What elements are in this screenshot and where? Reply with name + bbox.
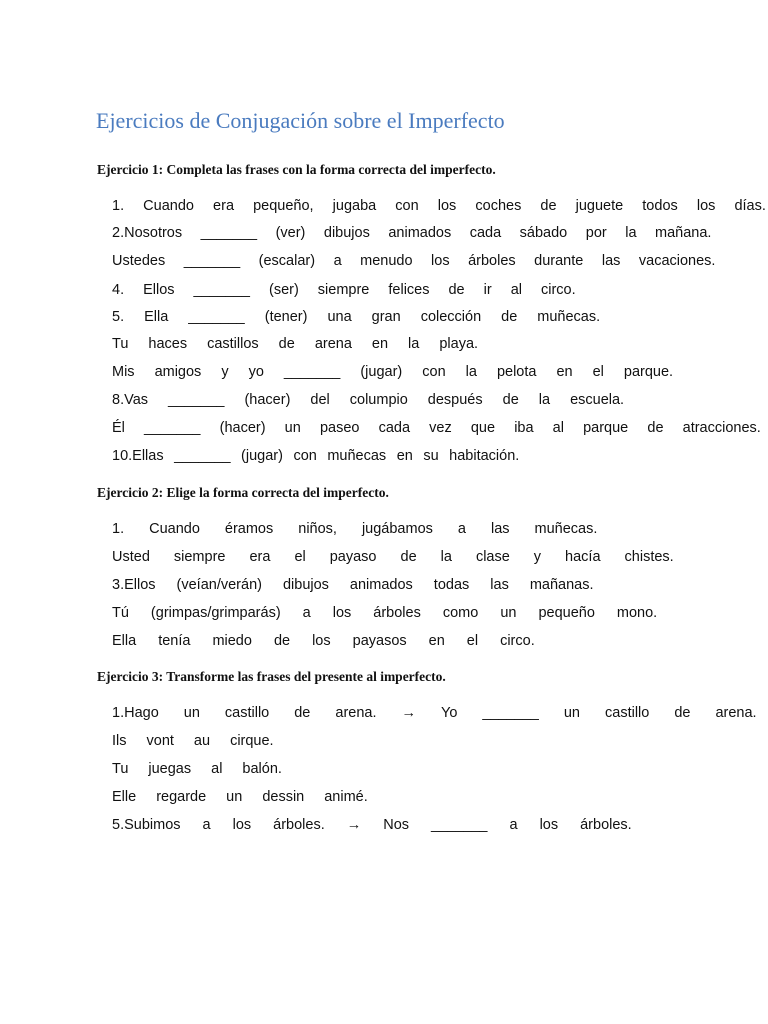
line-word: parque. (623, 364, 674, 380)
line-word: árboles. (580, 817, 632, 833)
line-word: 3.Ellos (112, 577, 156, 593)
line-word: durante (534, 253, 584, 269)
line-word: Nos (383, 817, 410, 833)
line-word: del (310, 392, 330, 408)
line-word: menudo (360, 253, 413, 269)
line-word: 1. (112, 198, 125, 214)
line-word: niños, (298, 521, 337, 537)
line-word: 8.Vas (112, 392, 149, 408)
line-word: clase (475, 549, 510, 565)
exercise-1-line-9 (112, 418, 761, 438)
exercise-2-line-4 (112, 603, 657, 623)
line-word: por (585, 225, 607, 241)
line-word: árboles (468, 253, 516, 269)
exercise-2-line-3 (112, 575, 594, 595)
answer-blank: _______ (174, 448, 231, 464)
line-word: y (533, 549, 542, 565)
document-title: Ejercicios de Conjugación sobre el Imperfecto (96, 108, 505, 133)
line-word: el (466, 633, 479, 649)
line-word: (hacer) (244, 392, 291, 408)
line-word: un (563, 705, 580, 721)
line-word: Ellos (143, 282, 175, 298)
line-word: circo. (500, 633, 535, 649)
line-word: arena (314, 336, 352, 352)
exercise-2-line-2 (112, 547, 674, 567)
line-word: de (448, 282, 465, 298)
line-word: 1. (112, 521, 125, 537)
line-word: pequeño, (253, 198, 314, 214)
line-word: días. (734, 198, 766, 214)
line-word: (ver) (275, 225, 306, 241)
exercise-2-heading: Ejercicio 2: Elige la forma correcta del imperfecto. (97, 485, 389, 500)
line-word: los (332, 605, 352, 621)
line-word: de (502, 392, 519, 408)
line-word: Tu (112, 336, 129, 352)
line-word: todas (433, 577, 470, 593)
line-word: de (273, 633, 291, 649)
exercise-1-line-1 (112, 196, 766, 216)
line-word: que (470, 420, 496, 436)
line-word: la (625, 225, 637, 241)
exercise-1-line-3 (112, 251, 715, 271)
line-word: las (601, 253, 621, 269)
exercise-2-line-1 (112, 519, 597, 539)
line-word: → (346, 817, 362, 833)
line-word: pelota (496, 364, 537, 380)
exercise-1-line-10 (112, 446, 519, 466)
line-word: felices (388, 282, 430, 298)
line-word: payaso (329, 549, 377, 565)
line-word: siempre (317, 282, 370, 298)
line-word: Ella (144, 309, 169, 325)
line-word: vont (146, 733, 174, 749)
line-word: al (510, 282, 522, 298)
line-word: (jugar) (241, 448, 283, 464)
line-word: (escalar) (258, 253, 316, 269)
line-word: coches (475, 198, 522, 214)
line-word: juegas (148, 761, 192, 777)
line-word: playa. (439, 336, 479, 352)
line-word: de (400, 549, 417, 565)
line-word: Cuando (149, 521, 200, 537)
line-word: la (408, 336, 420, 352)
line-word: muñecas (327, 448, 387, 464)
line-word: (hacer) (219, 420, 266, 436)
line-word: cirque. (230, 733, 274, 749)
line-word: gran (371, 309, 401, 325)
line-word: sábado (519, 225, 568, 241)
line-word: árboles. (273, 817, 325, 833)
line-word: Él (112, 420, 125, 436)
line-word: haces (148, 336, 188, 352)
line-word: 2.Nosotros (112, 225, 183, 241)
line-word: muñecas. (537, 309, 601, 325)
line-word: vez (429, 420, 452, 436)
line-word: paseo (319, 420, 360, 436)
line-word: los (539, 817, 559, 833)
line-word: un (284, 420, 301, 436)
line-word: iba (514, 420, 534, 436)
line-word: Ustedes (112, 253, 166, 269)
line-word: y (221, 364, 229, 380)
line-word: Usted (112, 549, 150, 565)
line-word: 4. (112, 282, 125, 298)
answer-blank: _______ (144, 420, 201, 436)
line-word: 10.Ellas (112, 448, 164, 464)
line-word: de (647, 420, 664, 436)
line-word: circo. (540, 282, 576, 298)
line-word: jugábamos (361, 521, 433, 537)
exercise-1-line-2 (112, 223, 711, 243)
line-word: de (674, 705, 691, 721)
line-word: yo (248, 364, 264, 380)
line-word: el (294, 549, 306, 565)
line-word: todos (642, 198, 678, 214)
line-word: arena. (335, 705, 377, 721)
exercise-3-line-1 (112, 703, 757, 723)
line-word: de (501, 309, 518, 325)
line-word: habitación. (449, 448, 520, 464)
line-word: en (556, 364, 573, 380)
exercise-1-line-8 (112, 390, 624, 410)
line-word: cada (378, 420, 411, 436)
line-word: mañanas. (529, 577, 594, 593)
line-word: dibujos (282, 577, 329, 593)
exercise-1-line-7 (112, 362, 673, 382)
line-word: a (509, 817, 518, 833)
line-word: miedo (212, 633, 252, 649)
line-word: los (437, 198, 457, 214)
line-word: 5.Subimos (112, 817, 181, 833)
line-word: en (396, 448, 413, 464)
line-word: dessin (262, 789, 305, 805)
line-word: un (183, 705, 200, 721)
line-word: amigos (154, 364, 202, 380)
line-word: en (371, 336, 389, 352)
line-word: en (428, 633, 445, 649)
line-word: Ils (112, 733, 127, 749)
exercise-3-line-2 (112, 731, 274, 751)
line-word: los (431, 253, 450, 269)
line-word: al (211, 761, 223, 777)
line-word: Ella (112, 633, 137, 649)
exercise-1-line-5 (112, 307, 600, 327)
line-word: castillos (207, 336, 259, 352)
line-word: balón. (242, 761, 282, 777)
line-word: los (696, 198, 716, 214)
line-word: tenía (158, 633, 191, 649)
line-word: era (213, 198, 235, 214)
line-word: con (422, 364, 446, 380)
line-word: Tú (112, 605, 129, 621)
line-word: → (401, 705, 416, 721)
line-word: (grimpas/grimparás) (150, 605, 281, 621)
line-word: vacaciones. (638, 253, 716, 269)
line-word: la (465, 364, 477, 380)
line-word: después (427, 392, 483, 408)
line-word: cada (469, 225, 502, 241)
line-word: arena. (715, 705, 757, 721)
line-word: mono. (616, 605, 658, 621)
exercise-3-line-4 (112, 787, 368, 807)
line-word: de (294, 705, 311, 721)
line-word: animados (349, 577, 413, 593)
answer-blank: _______ (188, 309, 245, 325)
line-word: (veían/verán) (176, 577, 262, 593)
line-word: un (500, 605, 517, 621)
line-word: al (552, 420, 564, 436)
line-word: ir (483, 282, 492, 298)
line-word: éramos (224, 521, 274, 537)
answer-blank: _______ (431, 817, 488, 833)
exercise-3-line-5 (112, 815, 632, 835)
answer-blank: _______ (183, 253, 241, 269)
line-word: mañana. (655, 225, 712, 241)
line-word: como (442, 605, 479, 621)
line-word: un (226, 789, 243, 805)
line-word: a (202, 817, 211, 833)
line-word: a (302, 605, 311, 621)
line-word: Mis (112, 364, 135, 380)
exercise-1-line-6 (112, 334, 478, 354)
line-word: de (540, 198, 557, 214)
exercise-1-heading: Ejercicio 1: Completa las frases con la forma correcta del imperfecto. (97, 162, 496, 177)
answer-blank: _______ (283, 364, 341, 380)
exercise-2-line-5 (112, 631, 535, 651)
line-word: con (395, 198, 419, 214)
line-word: su (423, 448, 439, 464)
line-word: (ser) (268, 282, 299, 298)
exercise-3-line-3 (112, 759, 282, 779)
answer-blank: _______ (200, 225, 258, 241)
line-word: parque (583, 420, 629, 436)
answer-blank: _______ (193, 282, 250, 298)
line-word: pequeño (538, 605, 595, 621)
line-word: siempre (173, 549, 226, 565)
exercise-1-line-4 (112, 280, 576, 300)
line-word: las (490, 577, 509, 593)
line-word: (tener) (264, 309, 308, 325)
line-word: la (538, 392, 551, 408)
line-word: árboles (373, 605, 421, 621)
answer-blank: _______ (168, 392, 225, 408)
line-word: escuela. (570, 392, 625, 408)
line-word: 1.Hago (112, 705, 159, 721)
line-word: payasos (352, 633, 407, 649)
line-word: muñecas. (534, 521, 598, 537)
line-word: a (457, 521, 466, 537)
line-word: era (249, 549, 271, 565)
line-word: el (592, 364, 604, 380)
line-word: (jugar) (360, 364, 403, 380)
line-word: hacía (565, 549, 601, 565)
line-word: regarde (156, 789, 207, 805)
answer-blank: _______ (482, 705, 539, 721)
line-word: los (312, 633, 331, 649)
line-word: los (232, 817, 252, 833)
line-word: Elle (112, 789, 137, 805)
line-word: de (278, 336, 295, 352)
line-word: la (440, 549, 452, 565)
line-word: una (327, 309, 352, 325)
line-word: atracciones. (682, 420, 761, 436)
line-word: colección (420, 309, 482, 325)
exercise-3-heading: Ejercicio 3: Transforme las frases del presente al imperfecto. (97, 669, 446, 684)
line-word: Cuando (143, 198, 194, 214)
line-word: chistes. (624, 549, 674, 565)
line-word: juguete (575, 198, 624, 214)
line-word: animados (388, 225, 452, 241)
line-word: 5. (112, 309, 125, 325)
line-word: con (293, 448, 317, 464)
line-word: castillo (224, 705, 270, 721)
line-word: au (193, 733, 211, 749)
line-word: a (333, 253, 342, 269)
line-word: las (490, 521, 510, 537)
line-word: dibujos (323, 225, 370, 241)
line-word: Yo (441, 705, 458, 721)
line-word: animé. (324, 789, 368, 805)
line-word: Tu (112, 761, 129, 777)
line-word: jugaba (332, 198, 377, 214)
line-word: castillo (605, 705, 650, 721)
line-word: columpio (349, 392, 408, 408)
